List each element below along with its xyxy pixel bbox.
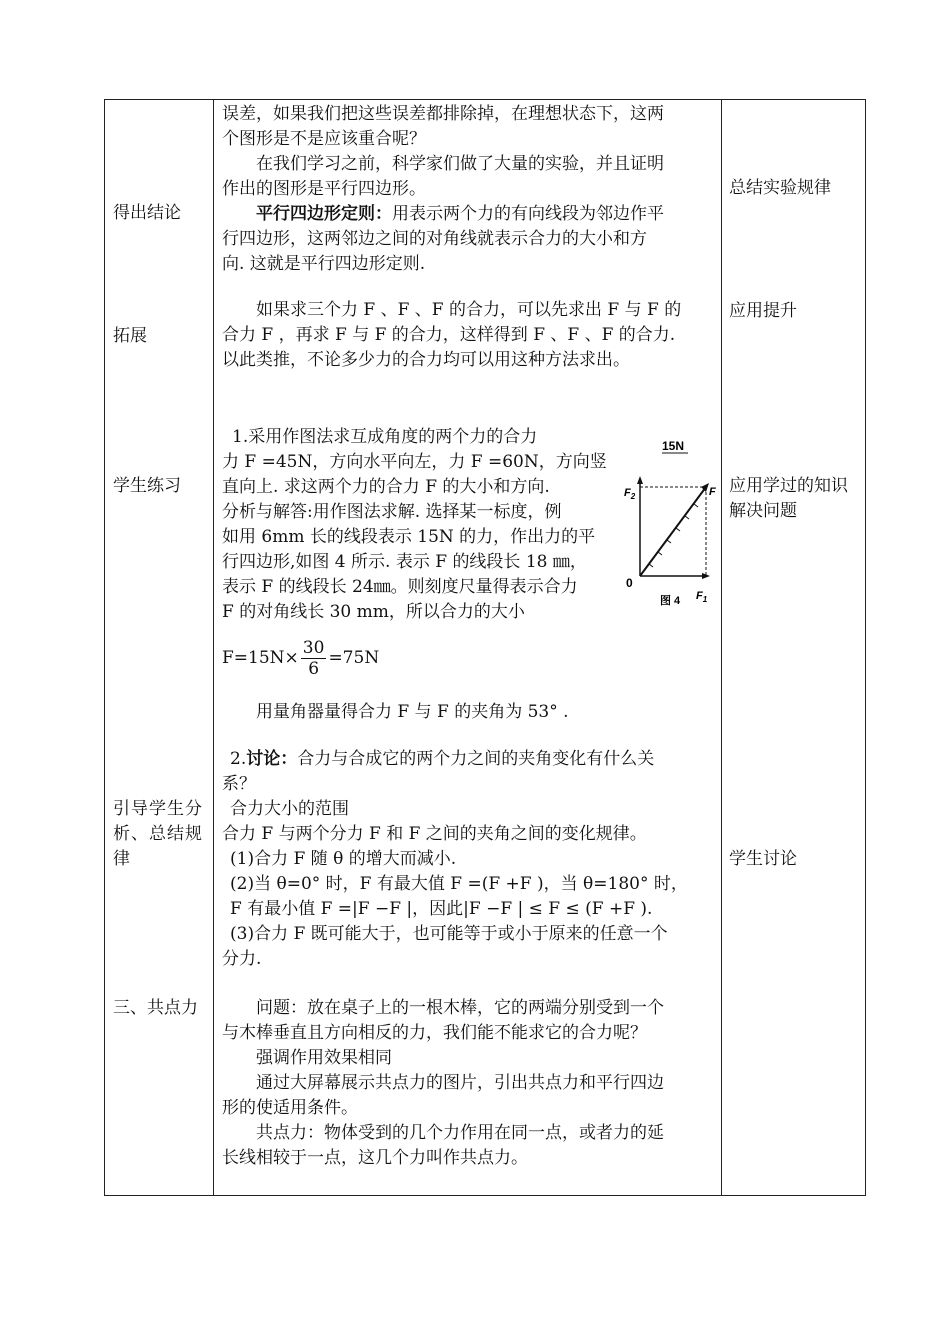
row-note-guide: 学生讨论 [729, 849, 797, 869]
origin-label: 0 [626, 576, 633, 590]
discussion-text: 2.讨论：合力与合成它的两个力之间的夹角变化有什么关 系？ 合力大小的范围 合力 F 与两个分力 F 和 F 之间的夹角之间的变化规律。 (1)合力 F 随 θ 的增大而减小. (2)当 θ=0° 时，F 有最大值 F =(F +F )，当 θ=180° 时， F 有最小值 F =|F −F |，因此|F −F | ≤ F ≤ (F +F ). (3)合力 F 既可能大于，也可能等于或小于原来的任意一个 分力. [222, 749, 688, 969]
figure-caption: 图 4 [660, 595, 681, 607]
row-note-practice: 应用学过的知识解决问题 [729, 476, 848, 521]
rule-title: 平行四边形定则： [256, 204, 392, 224]
row-label-extension: 拓展 [113, 326, 147, 346]
row-label-concurrent: 三、共点力 [113, 998, 198, 1018]
row-label-conclusion: 得出结论 [113, 203, 181, 223]
force-diagram-figure [612, 432, 722, 617]
row-note-extension: 应用提升 [729, 301, 797, 321]
figure-scale-label: 15N [662, 439, 685, 453]
row-note-conclusion: 总结实验规律 [729, 178, 831, 198]
row-label-practice: 学生练习 [113, 476, 181, 496]
extension-text: 如果求三个力 F 、F 、F 的合力，可以先求出 F 与 F 的 合力 F ，再求 F 与 F 的合力，这样得到 F 、F 、F 的合力. 以此类推，不论多少力的合力均可以用这种方法求出。 [222, 300, 682, 370]
practice-text: 1.采用作图法求互成角度的两个力的合力 力 F =45N，方向水平向左，力 F =60N，方向竖 直向上. 求这两个力的合力 F 的大小和方向. 分析与解答:用作图法求解. 选择某一标度，例 如用 6mm 长的线段表示 15N 的力，作出力的平 行四边形,如图 4 所示. 表示 F 的线段长 18 ㎜， 表示 F 的线段长 24㎜。则刻度尺量得表示合力 F 的对角线长 30 mm，所以合力的大小 [222, 427, 607, 622]
f2-label: $F_2$ [624, 487, 636, 501]
resultant-arrow [640, 487, 706, 576]
formula: F=15N× $\frac{30}{6}$ =75N [222, 638, 380, 679]
column-divider [213, 99, 214, 1196]
f1-label: $F_1$ [696, 590, 708, 604]
column-divider [721, 99, 722, 1196]
angle-result: 用量角器量得合力 F 与 F 的夹角为 53° . [256, 702, 569, 722]
row-label-guide: 引导学生分析、总结规律 [113, 799, 203, 869]
concurrent-forces-text: 问题：放在桌子上的一根木棒，它的两端分别受到一个 与木棒垂直且方向相反的力，我们能不能求它的合力呢？ 强调作用效果相同 通过大屏幕展示共点力的图片，引出共点力和平行四边 形的使适用条件。 共点力：物体受到的几个力作用在同一点，或者力的延 长线相较于一点，这几个力叫作共点力。 [222, 998, 664, 1168]
resultant-label: F [709, 486, 716, 498]
conclusion-text: 误差，如果我们把这些误差都排除掉，在理想状态下，这两 个图形是不是应该重合呢？ 在我们学习之前，科学家们做了大量的实验，并且证明 作出的图形是平行四边形。 平行四边形定则：用表示两个力的有向线段为邻边作平 行四边形，这两邻边之间的对角线就表示合力的大小和方 向. 这就是平行四边形定则. [222, 104, 664, 274]
